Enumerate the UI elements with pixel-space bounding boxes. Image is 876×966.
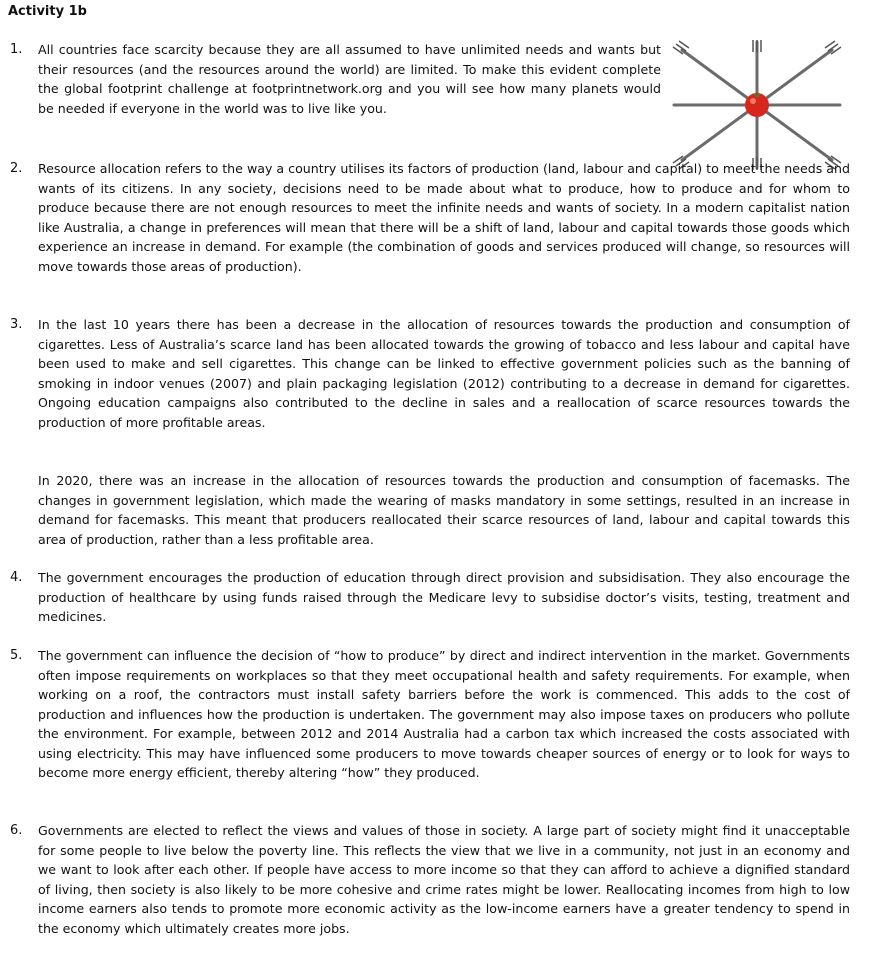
forks-with-tomato-icon (668, 38, 846, 172)
item-text: Governments are elected to reflect the views and values of those in society. A large part of society might find it unacceptable for some people to live below the poverty line. This reflects the view that we live in a community, not just in an economy and we want to look after each other. If people have access to more income so that they can afford to achieve a dignified standard of living, then society is also likely to be more cohesive and crime rates might be lower. Reallocating incomes from high to low income earners also tends to promote more economic activity as the low-income earners have a greater tendency to spend in the economy which ultimately creates more jobs. (38, 823, 850, 936)
item-number: 5. (10, 648, 23, 663)
item-text: Resource allocation refers to the way a country utilises its factors of production (land, labour and capital) to meet the needs and wants of its citizens. In any society, decisions need to be made about what to produce, how to produce and for whom to produce because there are not enough resources to meet the infinite needs and wants of society. In a modern capitalist nation like Australia, a change in preferences will mean that there will be a shift of land, labour and capital towards those goods which experience an increase in demand. For example (the combination of goods and services produced will change, so resources will move towards those areas of production). (38, 161, 850, 274)
item-number: 1. (10, 42, 23, 57)
item-number: 3. (10, 317, 23, 332)
item-text: The government can influence the decision of “how to produce” by direct and indirect intervention in the market. Governments often impose requirements on workplaces so that they meet occupational health and safety requirements. For example, when working on a roof, the contractors must install safety barriers before the work is commenced. This adds to the cost of production and influences how the production is undertaken. The government may also impose taxes on producers who pollute the environment. For example, between 2012 and 2014 Australia had a carbon tax which increased the costs associated with using electricity. This may have influenced some producers to move towards cheaper sources of energy or to look for ways to become more energy efficient, thereby altering “how” they produced. (38, 648, 850, 780)
item-number: 6. (10, 823, 23, 838)
page-title: Activity 1b (8, 4, 87, 19)
item-text: All countries face scarcity because they are all assumed to have unlimited needs and wants but their resources (and the resources around the world) are limited. To make this evident complete the global footprint challenge at footprintnetwork.org and you will see how many planets would be needed if everyone in the world was to live like you. (38, 42, 661, 116)
item-text-continued: In 2020, there was an increase in the allocation of resources towards the production and consumption of facemasks. The changes in government legislation, which made the wearing of masks mandatory in some settings, resulted in an increase in demand for facemasks. This meant that producers reallocated their scarce resources of land, labour and capital towards this area of production, rather than a less profitable area. (38, 473, 850, 547)
item-number: 2. (10, 161, 23, 176)
item-text: The government encourages the production of education through direct provision and subsidisation. They also encourage the production of healthcare by using funds raised through the Medicare levy to subsidise doctor’s visits, testing, treatment and medicines. (38, 570, 850, 624)
item-number: 4. (10, 570, 23, 585)
item-text: In the last 10 years there has been a decrease in the allocation of resources towards the production and consumption of cigarettes. Less of Australia’s scarce land has been allocated towards the growing of tobacco and less labour and capital have been used to make and sell cigarettes. This change can be linked to effective government policies such as the banning of smoking in indoor venues (2007) and plain packaging legislation (2012) contributing to a decrease in demand for cigarettes. Ongoing education campaigns also contributed to the decline in sales and a reallocation of scarce resources towards the production of more profitable areas. (38, 317, 850, 430)
